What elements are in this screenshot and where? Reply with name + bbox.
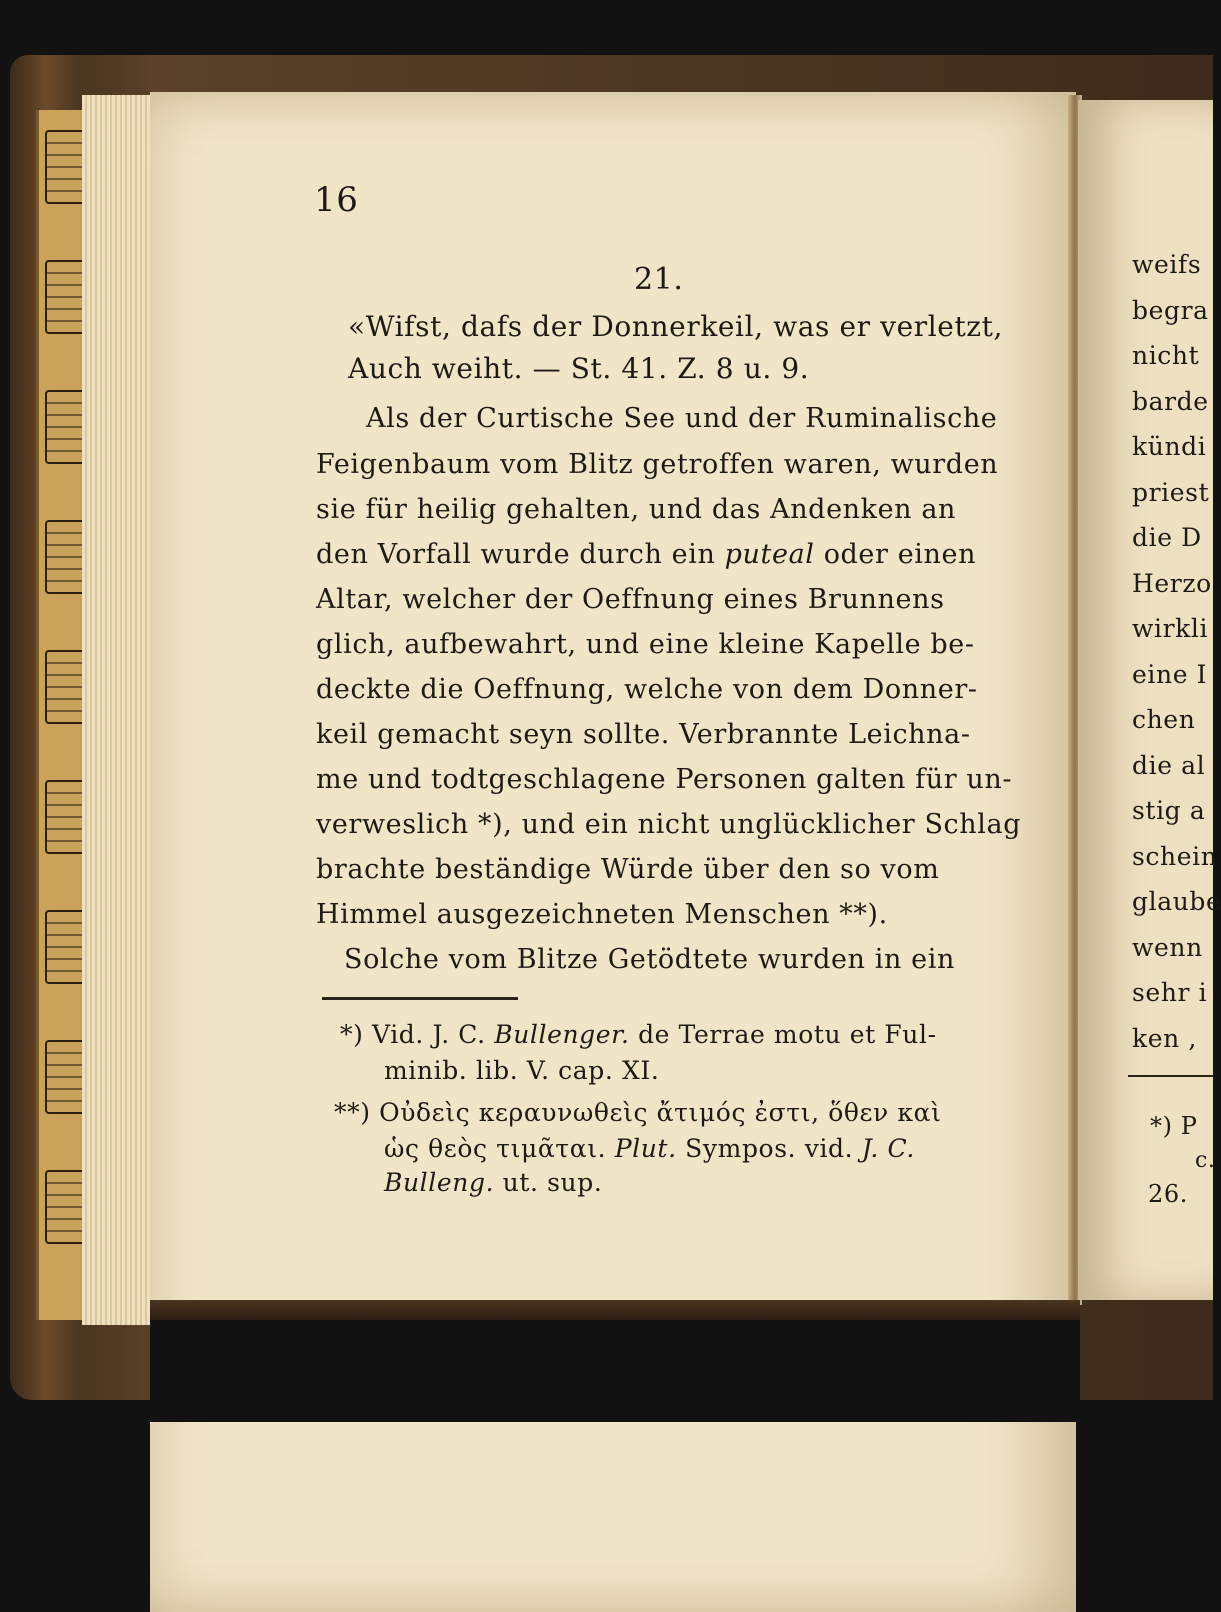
body-line xyxy=(316,539,976,570)
footnote-author: Bulleng. xyxy=(384,1168,495,1197)
body-line: Feigenbaum vom Blitz getroffen waren, wurden xyxy=(316,449,999,480)
right-page-line: ken , xyxy=(1132,1023,1197,1053)
footnote-1 xyxy=(340,1020,937,1049)
footnote-text: de Terrae motu et Ful- xyxy=(629,1020,937,1049)
body-line: verweslich *), und ein nicht unglücklicher Schlag xyxy=(316,809,1022,840)
footnote-greek: ὡς θεὸς τιμᾶται. xyxy=(384,1134,615,1163)
right-page-line: begra xyxy=(1132,295,1209,325)
body-line: sie für heilig gehalten, und das Andenken an xyxy=(316,494,957,525)
right-page-line: nicht xyxy=(1132,341,1200,370)
right-page-line: sehr i xyxy=(1132,978,1208,1007)
right-page-line: chen xyxy=(1132,705,1196,734)
right-page-line: wirkli xyxy=(1132,614,1209,643)
footnote-2-cont xyxy=(384,1134,915,1163)
body-line: keil gemacht seyn sollte. Verbrannte Leichna- xyxy=(316,719,971,750)
right-page-line: eine I xyxy=(1132,659,1208,689)
body-italic-term: puteal xyxy=(724,539,815,570)
body-line: deckte die Oeffnung, welche von dem Donner- xyxy=(316,674,978,705)
right-footnote: *) P xyxy=(1150,1112,1198,1140)
footnote-1-cont: minib. lib. V. cap. XI. xyxy=(384,1056,660,1085)
right-footnote-separator xyxy=(1128,1075,1213,1077)
right-footnote-cont: c. xyxy=(1195,1148,1216,1173)
section-number: 21. xyxy=(634,262,684,297)
body-text: den Vorfall wurde durch ein xyxy=(316,539,725,570)
footnote-2-end xyxy=(384,1168,602,1197)
body-line: Als der Curtische See und der Ruminalische xyxy=(366,403,998,434)
right-page-line: kündi xyxy=(1132,432,1207,461)
body-line: glich, aufbewahrt, und eine kleine Kapelle be- xyxy=(316,629,975,660)
body-line: Altar, welcher der Oeffnung eines Brunnens xyxy=(316,584,945,615)
footnote-separator xyxy=(322,997,518,1000)
right-page-line: Herzo xyxy=(1132,568,1212,598)
right-page-line: priest xyxy=(1132,477,1210,507)
body-line: brachte beständige Würde über den so vom xyxy=(316,854,940,885)
footnote-text: *) Vid. J. C. xyxy=(340,1020,495,1049)
right-page-line: die D xyxy=(1132,523,1202,552)
body-line: Solche vom Blitze Getödtete wurden in ein xyxy=(344,944,955,975)
right-page-line: stig a xyxy=(1132,796,1206,825)
page-number: 16 xyxy=(314,180,359,220)
right-page-line: barde xyxy=(1132,386,1209,416)
right-page-line: schein xyxy=(1132,841,1218,871)
footnote-author: J. C. xyxy=(861,1134,915,1163)
quote-line-2: Auch weiht. — St. 41. Z. 8 u. 9. xyxy=(348,352,810,385)
footnote-author: Plut. xyxy=(614,1134,677,1163)
lower-shadow xyxy=(150,1305,1080,1422)
right-page-line: wenn xyxy=(1132,932,1203,962)
right-page-line: weifs xyxy=(1132,250,1202,279)
cover-lower-edge xyxy=(150,1300,1080,1320)
right-page-line: die al xyxy=(1132,750,1206,780)
footnote-text: Sympos. vid. xyxy=(676,1134,862,1163)
right-page-line: glaube xyxy=(1132,887,1221,916)
footnote-author: Bullenger. xyxy=(494,1020,630,1049)
footnote-text: ut. sup. xyxy=(494,1168,603,1197)
quote-line-1: «Wifst, dafs der Donnerkeil, was er verletzt, xyxy=(348,310,1004,343)
right-footnote-number: 26. xyxy=(1148,1180,1188,1208)
body-line: me und todtgeschlagene Personen galten für un- xyxy=(316,764,1013,795)
footnote-2: **) Οὐδεὶς κεραυνωθεὶς ἄτιμός ἐστι, ὅθεν καὶ xyxy=(334,1098,942,1127)
body-line: Himmel ausgezeichneten Menschen **). xyxy=(316,899,888,930)
body-text: oder einen xyxy=(814,539,977,570)
